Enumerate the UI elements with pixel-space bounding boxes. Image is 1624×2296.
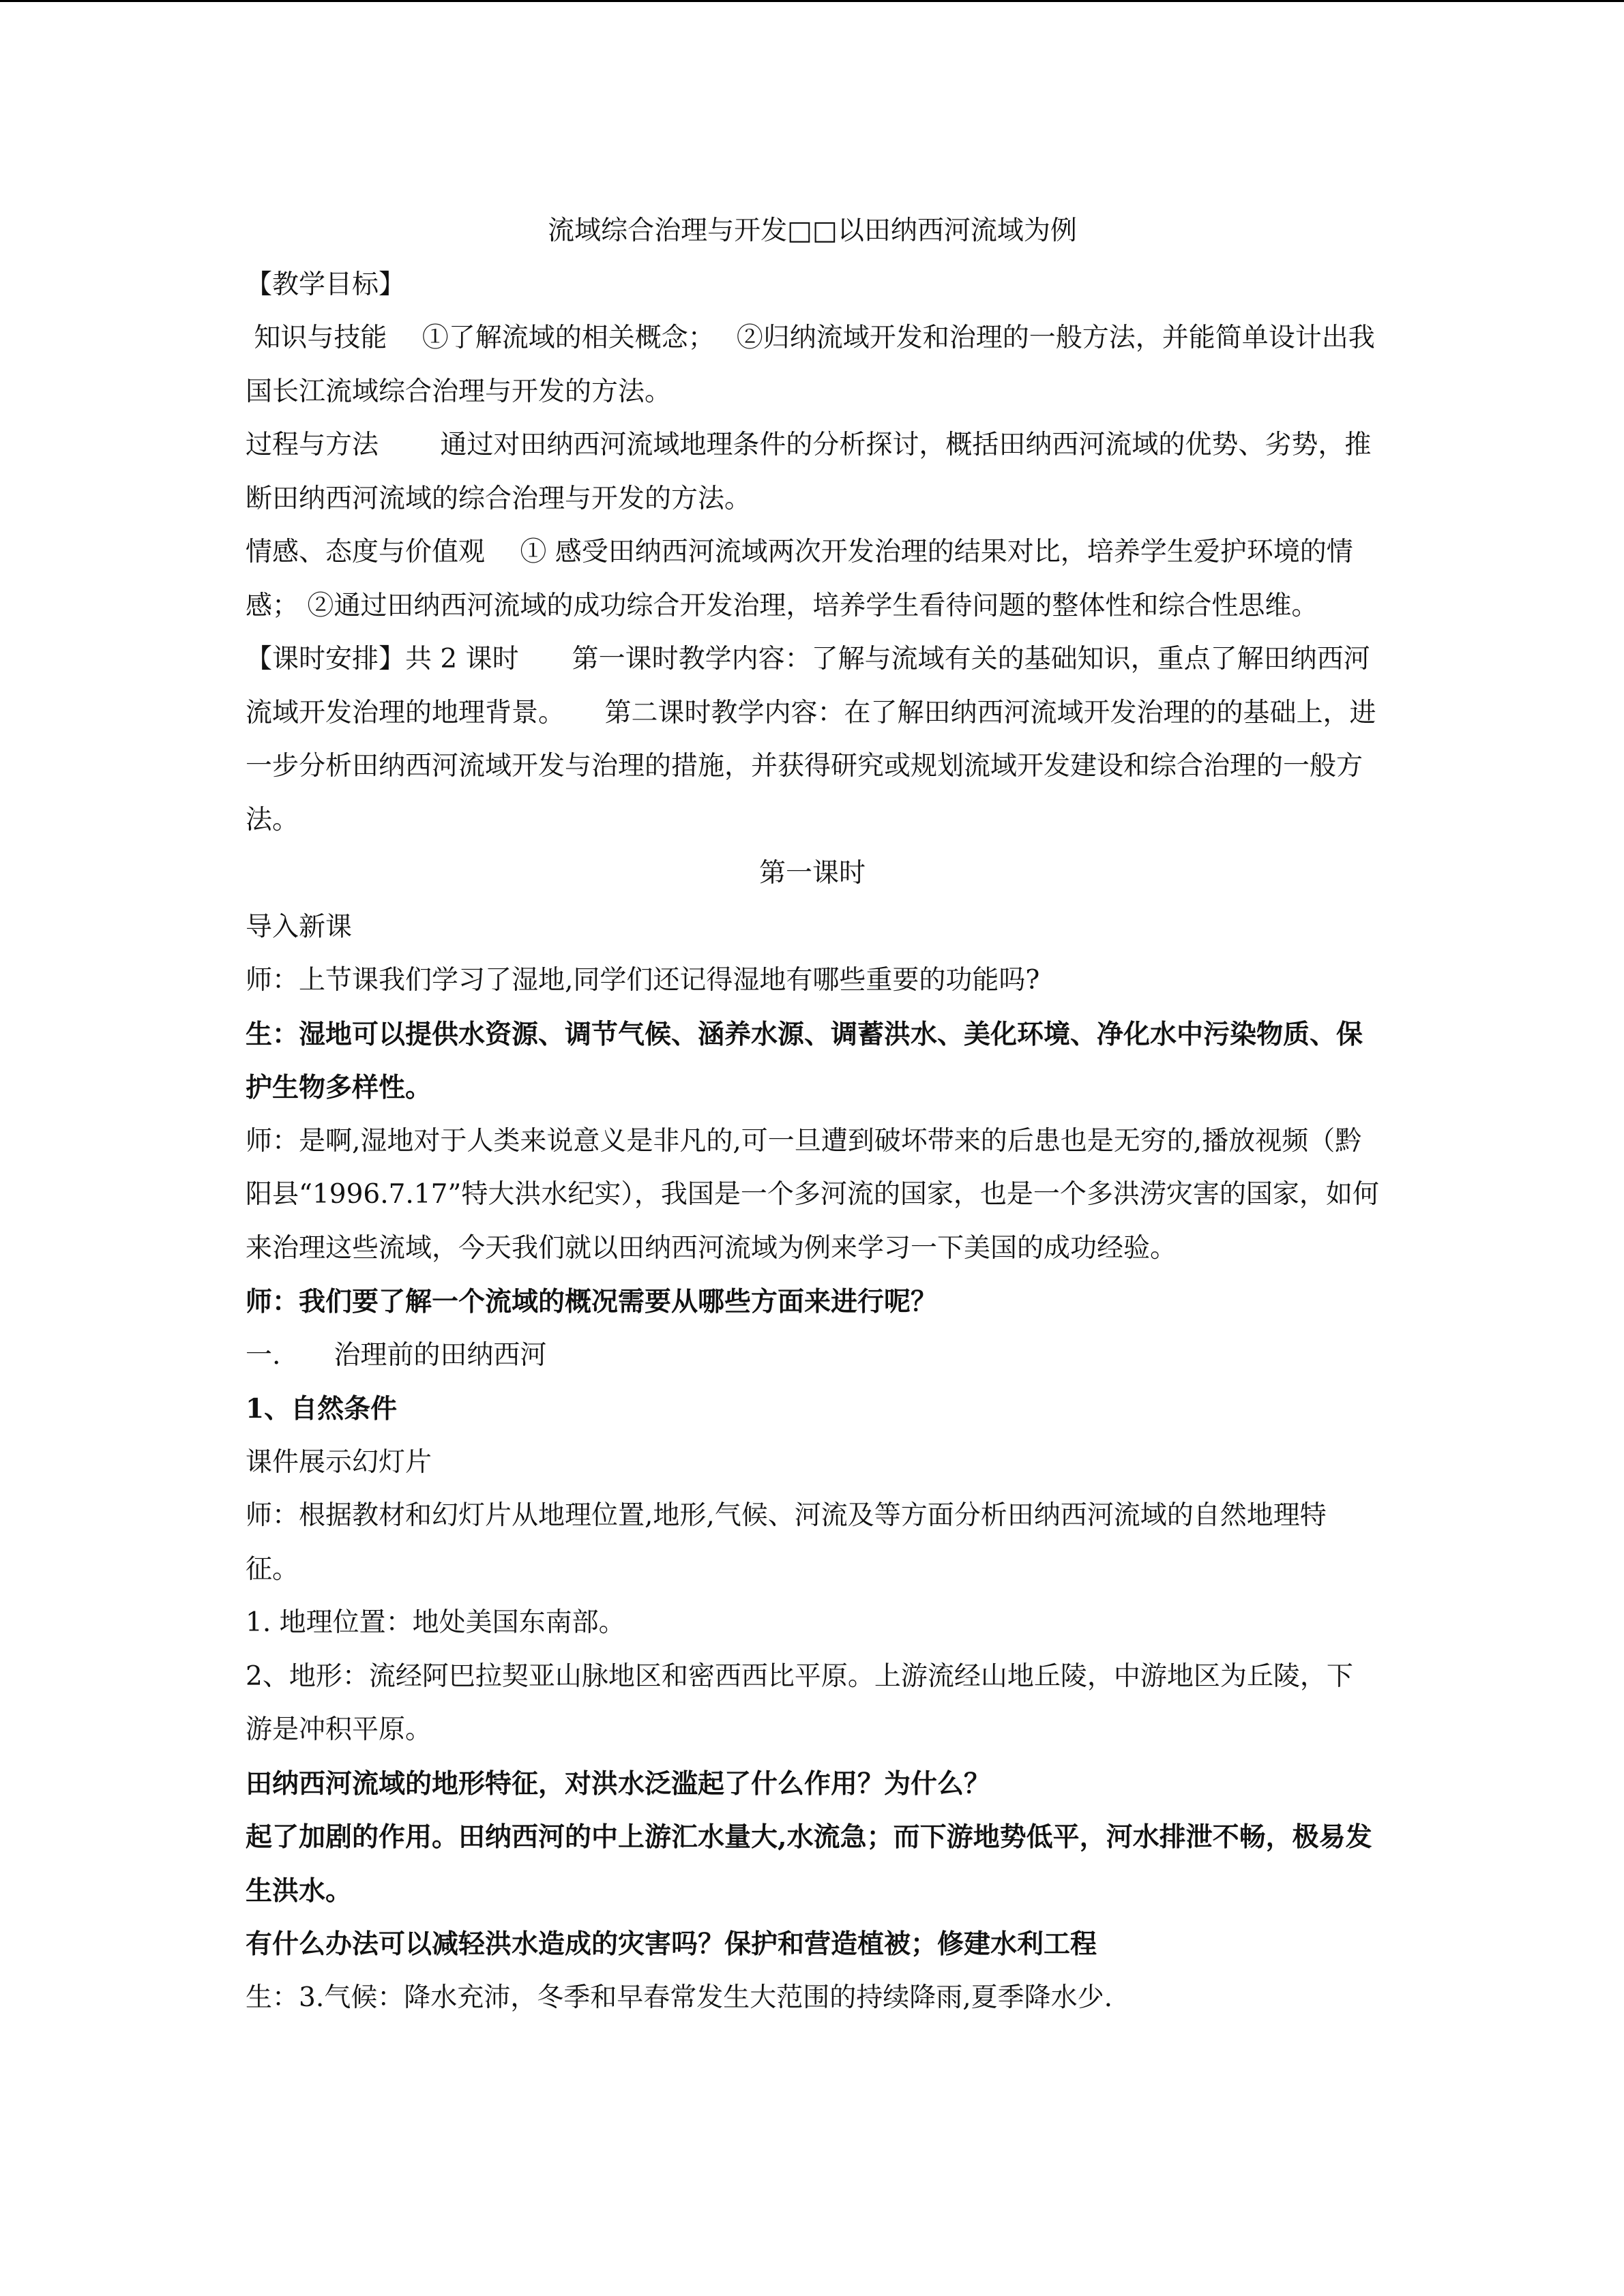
question-terrain-flood: 田纳西河流域的地形特征，对洪水泛滥起了什么作用？为什么？ bbox=[246, 1768, 991, 1800]
answer-terrain-flood: 起了加剧的作用。田纳西河的中上游汇水量大,水流急；而下游地势低平，河水排泄不畅，极易发生洪水。 bbox=[246, 1821, 1372, 1907]
list-item-terrain: 2、地形：流经阿巴拉契亚山脉地区和密西西比平原。上游流经山地丘陵，中游地区为丘陵，下游是冲积平原。 bbox=[246, 1660, 1353, 1745]
paragraph-process-method: 过程与方法 通过对田纳西河流域地理条件的分析探讨，概括田纳西河流域的优势、劣势，推断田纳西河流域的综合治理与开发的方法。 bbox=[246, 430, 1372, 514]
section-heading-objectives: 【教学目标】 bbox=[246, 269, 406, 300]
list-item-climate: 生：3.气候：降水充沛，冬季和早春常发生大范围的持续降雨,夏季降水少. bbox=[246, 1982, 1113, 2013]
paragraph-class-schedule: 【课时安排】共 2 课时 第一课时教学内容：了解与流域有关的基础知识，重点了解田纳西河流域开发治理的地理背景。 第二课时教学内容：在了解田纳西河流域开发治理的的基础上，进一步分析田纳西河流域开发与治理的措施，并获得研究或规划流域开发建设和综合治理的一般方法。 bbox=[246, 644, 1376, 835]
paragraph-attitude-values: 情感、态度与价值观 ① 感受田纳西河流域两次开发治理的结果对比，培养学生爱护环境的情感； ②通过田纳西河流域的成功综合开发治理，培养学生看待问题的整体性和综合性思维。 bbox=[246, 537, 1353, 621]
section-heading-first-lesson: 第一课时 bbox=[758, 858, 866, 889]
paragraph-knowledge-skills: 知识与技能 ①了解流域的相关概念； ②归纳流域开发和治理的一般方法，并能简单设计出我国长江流域综合治理与开发的方法。 bbox=[246, 323, 1375, 407]
document-page bbox=[246, 205, 1379, 2025]
document-title: 流域综合治理与开发□□以田纳西河流域为例 bbox=[548, 215, 1077, 246]
paragraph-intro: 导入新课 bbox=[246, 911, 353, 942]
page-top-border bbox=[0, 0, 1624, 2]
dialogue-teacher-video: 师：是啊,湿地对于人类来说意义是非凡的,可一旦遭到破坏带来的后患也是无穷的,播放视频（黔阳县“1996.7.17”特大洪水纪实），我国是一个多河流的国家，也是一个多洪涝灾害的国家，如何来治理这些流域，今天我们就以田纳西河流域为例来学习一下美国的成功经验。 bbox=[246, 1125, 1379, 1264]
list-item-location: 1. 地理位置：地处美国东南部。 bbox=[246, 1607, 625, 1638]
dialogue-teacher-overview-question: 师：我们要了解一个流域的概况需要从哪些方面来进行呢？ bbox=[246, 1286, 938, 1317]
paragraph-slides: 课件展示幻灯片 bbox=[246, 1446, 432, 1478]
question-flood-reduction: 有什么办法可以减轻洪水造成的灾害吗？保护和营造植被；修建水利工程 bbox=[246, 1928, 1097, 1960]
subsection-heading-natural-conditions: 1、自然条件 bbox=[246, 1393, 398, 1425]
dialogue-teacher-wetland-question: 师：上节课我们学习了湿地,同学们还记得湿地有哪些重要的功能吗? bbox=[246, 965, 1040, 996]
dialogue-student-wetland-answer: 生：湿地可以提供水资源、调节气候、涵养水源、调蓄洪水、美化环境、净化水中污染物质、保护生物多样性。 bbox=[246, 1018, 1363, 1103]
section-heading-before-treatment: 一. 治理前的田纳西河 bbox=[246, 1339, 547, 1371]
dialogue-teacher-analysis: 师：根据教材和幻灯片从地理位置,地形,气候、河流及等方面分析田纳西河流域的自然地理特征。 bbox=[246, 1500, 1327, 1585]
